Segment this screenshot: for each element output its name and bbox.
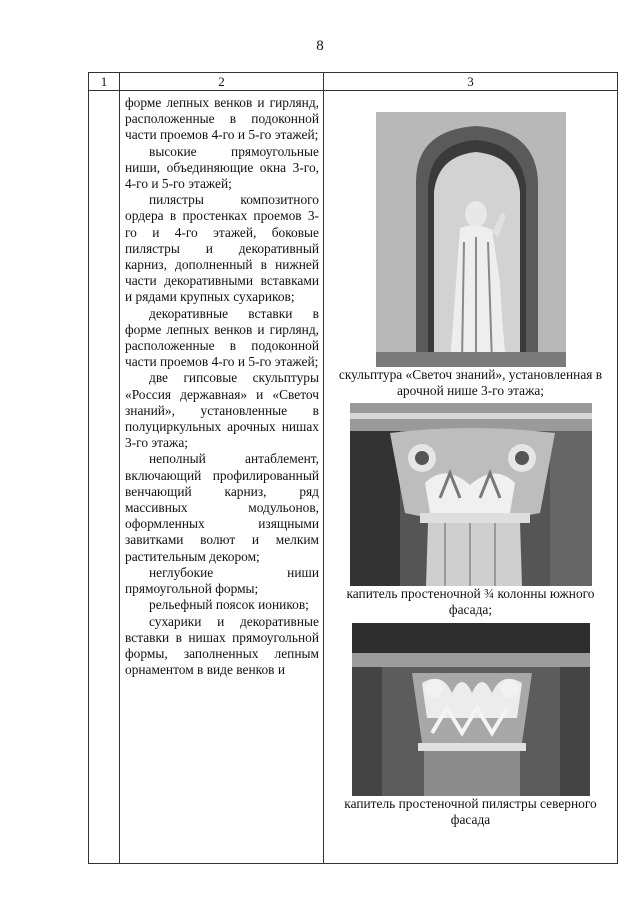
header-col-2: 2 [120,73,324,91]
description-paragraph: неполный антаблемент, включающий профилированный венчающий карниз, ряд массивных модульонов, оформленных изящными завитками волют и мелким растительным декором; [125,451,319,564]
pilaster-capital-photo [352,623,590,796]
sculpture-photo [376,112,566,367]
description-paragraph: декоративные вставки в форме лепных венков и гирлянд, расположенные в подоконной части проемов 4-го и 5-го этажей; [125,305,319,370]
description-paragraph: высокие прямоугольные ниши, объединяющие окна 3-го, 4-го и 5-го этажей; [125,143,319,192]
header-col-1: 1 [89,73,120,91]
description-paragraph: пилястры композитного ордера в простенках проемов 3-го и 4-го этажей, боковые пилястры и декоративный карниз, дополненный в нижней части декоративными вставками и рядами крупных сухариков; [125,192,319,305]
row-number-cell [89,91,120,864]
description-cell [120,91,324,864]
description-paragraph: сухарики и декоративные вставки в нишах прямоугольной формы, заполненных лепным орнаментом в виде венков и [125,613,319,678]
document-table [88,72,618,864]
description-paragraph: форме лепных венков и гирлянд, расположенные в подоконной части проемов 4-го и 5-го этажей; [125,95,319,143]
description-paragraph: неглубокие ниши прямоугольной формы; [125,564,319,597]
table-header-row [89,73,618,91]
images-cell [324,91,618,864]
page-number: 8 [316,38,324,54]
table-row [89,91,618,864]
column-capital-photo [350,403,592,586]
figure-caption: капитель простеночной ¾ колонны южного фасада; [346,586,595,617]
description-paragraph: рельефный поясок иоников; [149,597,309,613]
header-col-3: 3 [324,73,618,91]
figure-caption: капитель простеночной пилястры северного фасада [344,796,597,827]
figure-caption: скульптура «Светоч знаний», установленная в арочной нише 3-го этажа; [338,367,603,398]
description-paragraph: две гипсовые скульптуры «Россия державная» и «Светоч знаний», установленные в полуциркульных арочных нишах 3-го этажа; [125,370,319,451]
